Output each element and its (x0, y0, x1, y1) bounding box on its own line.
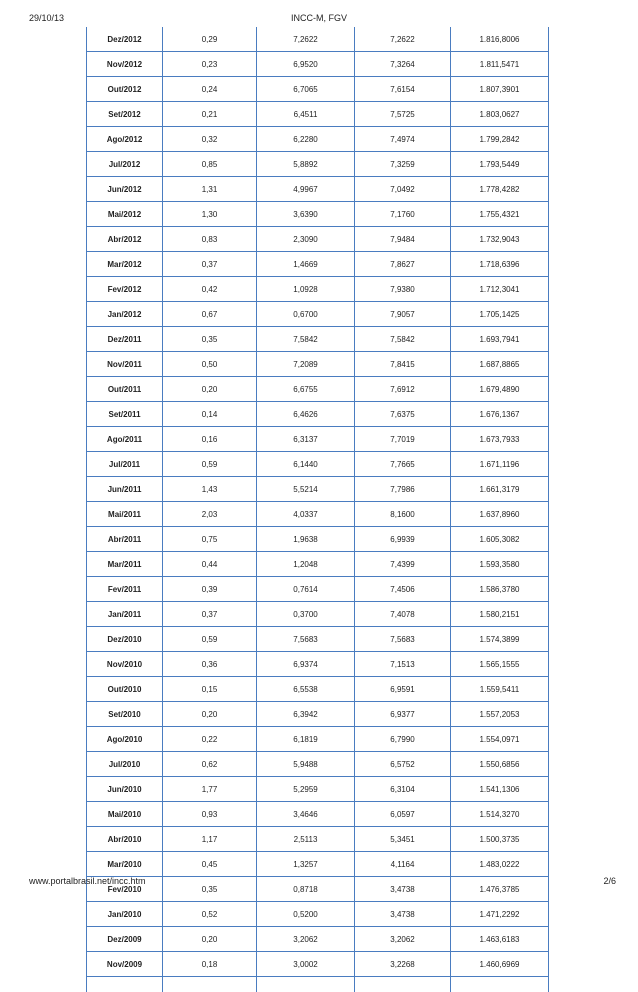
index-number-cell: 1.554,0971 (451, 727, 549, 752)
index-number-cell: 1.693,7941 (451, 327, 549, 352)
monthly-change-cell: 0,59 (163, 627, 257, 652)
year-to-date-cell: 5,8892 (257, 152, 355, 177)
month-cell: Dez/2011 (87, 327, 163, 352)
table-row (87, 927, 549, 952)
table-row (87, 552, 549, 577)
twelve-month-cell: 3,4738 (355, 902, 451, 927)
month-cell: Mai/2010 (87, 802, 163, 827)
twelve-month-cell: 5,3451 (355, 827, 451, 852)
year-to-date-cell: 6,7065 (257, 77, 355, 102)
month-cell: Fev/2011 (87, 577, 163, 602)
month-cell: Mar/2011 (87, 552, 163, 577)
twelve-month-cell: 6,7990 (355, 727, 451, 752)
twelve-month-cell: 6,9377 (355, 702, 451, 727)
month-cell: Jul/2011 (87, 452, 163, 477)
year-to-date-cell: 0,3700 (257, 602, 355, 627)
table-row (87, 452, 549, 477)
monthly-change-cell: 0,42 (163, 277, 257, 302)
index-number-cell: 1.807,3901 (451, 77, 549, 102)
index-number-cell: 1.811,5471 (451, 52, 549, 77)
table-row (87, 52, 549, 77)
twelve-month-cell: 6,9591 (355, 677, 451, 702)
index-number-cell: 1.803,0627 (451, 102, 549, 127)
twelve-month-cell: 3,2062 (355, 927, 451, 952)
month-cell: Nov/2011 (87, 352, 163, 377)
year-to-date-cell: 1,9638 (257, 527, 355, 552)
year-to-date-cell: 6,4626 (257, 402, 355, 427)
month-cell: Nov/2009 (87, 952, 163, 977)
index-number-cell: 1.673,7933 (451, 427, 549, 452)
twelve-month-cell: 7,4506 (355, 577, 451, 602)
year-to-date-cell: 4,0337 (257, 502, 355, 527)
table-row (87, 402, 549, 427)
table-row (87, 127, 549, 152)
index-number-cell: 1.637,8960 (451, 502, 549, 527)
twelve-month-cell: 7,4078 (355, 602, 451, 627)
month-cell: Jan/2012 (87, 302, 163, 327)
year-to-date-cell: 4,9967 (257, 177, 355, 202)
monthly-change-cell: 0,39 (163, 577, 257, 602)
page-title: INCC-M, FGV (0, 13, 638, 23)
year-to-date-cell: 1,2048 (257, 552, 355, 577)
year-to-date-cell: 6,4511 (257, 102, 355, 127)
monthly-change-cell: 0,45 (163, 852, 257, 877)
month-cell: Mai/2011 (87, 502, 163, 527)
year-to-date-cell: 7,2089 (257, 352, 355, 377)
table-row (87, 727, 549, 752)
month-cell: Dez/2010 (87, 627, 163, 652)
twelve-month-cell: 6,9939 (355, 527, 451, 552)
index-number-cell: 1.755,4321 (451, 202, 549, 227)
table-row (87, 177, 549, 202)
monthly-change-cell: 1,31 (163, 177, 257, 202)
index-number-cell: 1.679,4890 (451, 377, 549, 402)
year-to-date-cell: 3,0002 (257, 952, 355, 977)
month-cell: Set/2011 (87, 402, 163, 427)
monthly-change-cell: 0,67 (163, 302, 257, 327)
monthly-change-cell: 1,43 (163, 477, 257, 502)
month-cell: Out/2012 (87, 77, 163, 102)
table-row (87, 352, 549, 377)
month-cell: Jan/2011 (87, 602, 163, 627)
year-to-date-cell: 2,3090 (257, 227, 355, 252)
monthly-change-cell: 0,32 (163, 127, 257, 152)
index-number-cell: 1.476,3785 (451, 877, 549, 902)
index-number-cell: 1.460,6969 (451, 952, 549, 977)
monthly-change-cell: 0,44 (163, 552, 257, 577)
incc-table-body (87, 27, 549, 992)
table-row (87, 952, 549, 977)
table-row (87, 102, 549, 127)
month-cell: Set/2010 (87, 702, 163, 727)
twelve-month-cell: 7,3259 (355, 152, 451, 177)
index-number-cell: 1.712,3041 (451, 277, 549, 302)
month-cell: Ago/2012 (87, 127, 163, 152)
index-number-cell: 1.778,4282 (451, 177, 549, 202)
month-cell: Nov/2010 (87, 652, 163, 677)
twelve-month-cell: 7,1760 (355, 202, 451, 227)
twelve-month-cell: 4,1164 (355, 852, 451, 877)
twelve-month-cell: 6,0597 (355, 802, 451, 827)
month-cell: Mar/2012 (87, 252, 163, 277)
monthly-change-cell: 0,35 (163, 327, 257, 352)
year-to-date-cell: 0,5200 (257, 902, 355, 927)
year-to-date-cell: 7,5683 (257, 627, 355, 652)
twelve-month-cell: 7,6375 (355, 402, 451, 427)
twelve-month-cell: 6,3104 (355, 777, 451, 802)
twelve-month-cell: 7,9484 (355, 227, 451, 252)
twelve-month-cell: 7,0492 (355, 177, 451, 202)
table-row (87, 77, 549, 102)
empty-cell (355, 977, 451, 992)
monthly-change-cell: 0,37 (163, 602, 257, 627)
table-row (87, 152, 549, 177)
table-row (87, 677, 549, 702)
table-row (87, 302, 549, 327)
table-row (87, 202, 549, 227)
print-date: 29/10/13 (29, 13, 64, 23)
index-number-cell: 1.574,3899 (451, 627, 549, 652)
table-row (87, 777, 549, 802)
index-number-cell: 1.705,1425 (451, 302, 549, 327)
year-to-date-cell: 6,6755 (257, 377, 355, 402)
twelve-month-cell: 7,7665 (355, 452, 451, 477)
index-number-cell: 1.661,3179 (451, 477, 549, 502)
year-to-date-cell: 5,5214 (257, 477, 355, 502)
year-to-date-cell: 0,7614 (257, 577, 355, 602)
twelve-month-cell: 7,6154 (355, 77, 451, 102)
empty-cell (451, 977, 549, 992)
monthly-change-cell: 0,20 (163, 377, 257, 402)
table-row (87, 577, 549, 602)
twelve-month-cell: 7,9380 (355, 277, 451, 302)
twelve-month-cell: 7,5725 (355, 102, 451, 127)
table-row (87, 327, 549, 352)
table-row (87, 427, 549, 452)
year-to-date-cell: 3,6390 (257, 202, 355, 227)
monthly-change-cell: 0,85 (163, 152, 257, 177)
index-number-cell: 1.718,6396 (451, 252, 549, 277)
month-cell: Abr/2011 (87, 527, 163, 552)
empty-cell (87, 977, 163, 992)
index-number-cell: 1.463,6183 (451, 927, 549, 952)
monthly-change-cell: 0,16 (163, 427, 257, 452)
table-row (87, 752, 549, 777)
twelve-month-cell: 7,7986 (355, 477, 451, 502)
monthly-change-cell: 0,37 (163, 252, 257, 277)
month-cell: Set/2012 (87, 102, 163, 127)
table-row (87, 827, 549, 852)
year-to-date-cell: 0,8718 (257, 877, 355, 902)
index-number-cell: 1.500,3735 (451, 827, 549, 852)
month-cell: Dez/2012 (87, 27, 163, 52)
year-to-date-cell: 6,1440 (257, 452, 355, 477)
table-row (87, 852, 549, 877)
index-number-cell: 1.605,3082 (451, 527, 549, 552)
table-row (87, 702, 549, 727)
monthly-change-cell: 0,75 (163, 527, 257, 552)
index-number-cell: 1.514,3270 (451, 802, 549, 827)
twelve-month-cell: 6,5752 (355, 752, 451, 777)
index-number-cell: 1.799,2842 (451, 127, 549, 152)
month-cell: Abr/2012 (87, 227, 163, 252)
twelve-month-cell: 7,3264 (355, 52, 451, 77)
month-cell: Fev/2010 (87, 877, 163, 902)
twelve-month-cell: 7,1513 (355, 652, 451, 677)
empty-cell (257, 977, 355, 992)
monthly-change-cell: 0,23 (163, 52, 257, 77)
index-number-cell: 1.483,0222 (451, 852, 549, 877)
twelve-month-cell: 7,8627 (355, 252, 451, 277)
month-cell: Ago/2011 (87, 427, 163, 452)
month-cell: Nov/2012 (87, 52, 163, 77)
page-number: 2/6 (603, 876, 616, 886)
twelve-month-cell: 7,9057 (355, 302, 451, 327)
twelve-month-cell: 7,4974 (355, 127, 451, 152)
monthly-change-cell: 0,36 (163, 652, 257, 677)
month-cell: Mai/2012 (87, 202, 163, 227)
year-to-date-cell: 2,5113 (257, 827, 355, 852)
index-number-cell: 1.676,1367 (451, 402, 549, 427)
monthly-change-cell: 0,93 (163, 802, 257, 827)
year-to-date-cell: 6,9520 (257, 52, 355, 77)
monthly-change-cell: 1,17 (163, 827, 257, 852)
index-number-cell: 1.559,5411 (451, 677, 549, 702)
year-to-date-cell: 6,2280 (257, 127, 355, 152)
index-number-cell: 1.471,2292 (451, 902, 549, 927)
table-row (87, 527, 549, 552)
year-to-date-cell: 3,4646 (257, 802, 355, 827)
month-cell: Out/2011 (87, 377, 163, 402)
monthly-change-cell: 0,29 (163, 27, 257, 52)
year-to-date-cell: 6,3137 (257, 427, 355, 452)
monthly-change-cell: 0,62 (163, 752, 257, 777)
year-to-date-cell: 7,5842 (257, 327, 355, 352)
twelve-month-cell: 3,2268 (355, 952, 451, 977)
year-to-date-cell: 5,2959 (257, 777, 355, 802)
table-row (87, 877, 549, 902)
empty-cell (163, 977, 257, 992)
table-row (87, 502, 549, 527)
monthly-change-cell: 0,50 (163, 352, 257, 377)
year-to-date-cell: 6,9374 (257, 652, 355, 677)
monthly-change-cell: 0,22 (163, 727, 257, 752)
index-number-cell: 1.565,1555 (451, 652, 549, 677)
month-cell: Abr/2010 (87, 827, 163, 852)
index-number-cell: 1.541,1306 (451, 777, 549, 802)
twelve-month-cell: 7,6912 (355, 377, 451, 402)
monthly-change-cell: 0,24 (163, 77, 257, 102)
index-number-cell: 1.593,3580 (451, 552, 549, 577)
year-to-date-cell: 6,3942 (257, 702, 355, 727)
month-cell: Mar/2010 (87, 852, 163, 877)
monthly-change-cell: 0,35 (163, 877, 257, 902)
twelve-month-cell: 7,5842 (355, 327, 451, 352)
index-number-cell: 1.586,3780 (451, 577, 549, 602)
month-cell: Jun/2010 (87, 777, 163, 802)
monthly-change-cell: 0,52 (163, 902, 257, 927)
monthly-change-cell: 0,14 (163, 402, 257, 427)
monthly-change-cell: 0,21 (163, 102, 257, 127)
twelve-month-cell: 3,4738 (355, 877, 451, 902)
index-number-cell: 1.816,8006 (451, 27, 549, 52)
table-row (87, 802, 549, 827)
twelve-month-cell: 7,2622 (355, 27, 451, 52)
table-row (87, 277, 549, 302)
monthly-change-cell: 1,30 (163, 202, 257, 227)
table-row (87, 602, 549, 627)
month-cell: Jun/2011 (87, 477, 163, 502)
incc-table (86, 27, 549, 992)
month-cell: Out/2010 (87, 677, 163, 702)
index-number-cell: 1.580,2151 (451, 602, 549, 627)
month-cell: Jul/2010 (87, 752, 163, 777)
monthly-change-cell: 2,03 (163, 502, 257, 527)
twelve-month-cell: 7,8415 (355, 352, 451, 377)
monthly-change-cell: 1,77 (163, 777, 257, 802)
year-to-date-cell: 3,2062 (257, 927, 355, 952)
twelve-month-cell: 7,5683 (355, 627, 451, 652)
source-url: www.portalbrasil.net/incc.htm (29, 876, 146, 886)
index-number-cell: 1.793,5449 (451, 152, 549, 177)
monthly-change-cell: 0,83 (163, 227, 257, 252)
year-to-date-cell: 1,3257 (257, 852, 355, 877)
year-to-date-cell: 6,1819 (257, 727, 355, 752)
monthly-change-cell: 0,20 (163, 927, 257, 952)
twelve-month-cell: 7,7019 (355, 427, 451, 452)
monthly-change-cell: 0,18 (163, 952, 257, 977)
table-row (87, 227, 549, 252)
monthly-change-cell: 0,15 (163, 677, 257, 702)
twelve-month-cell: 8,1600 (355, 502, 451, 527)
index-number-cell: 1.550,6856 (451, 752, 549, 777)
monthly-change-cell: 0,59 (163, 452, 257, 477)
month-cell: Jan/2010 (87, 902, 163, 927)
table-row (87, 27, 549, 52)
index-number-cell: 1.557,2053 (451, 702, 549, 727)
month-cell: Jun/2012 (87, 177, 163, 202)
year-to-date-cell: 1,0928 (257, 277, 355, 302)
month-cell: Jul/2012 (87, 152, 163, 177)
table-row (87, 477, 549, 502)
month-cell: Ago/2010 (87, 727, 163, 752)
table-row (87, 377, 549, 402)
index-number-cell: 1.671,1196 (451, 452, 549, 477)
table-row (87, 252, 549, 277)
year-to-date-cell: 6,5538 (257, 677, 355, 702)
monthly-change-cell: 0,20 (163, 702, 257, 727)
year-to-date-cell: 7,2622 (257, 27, 355, 52)
index-number-cell: 1.687,8865 (451, 352, 549, 377)
table-row (87, 627, 549, 652)
table-row (87, 902, 549, 927)
table-row-continuation (87, 977, 549, 992)
index-number-cell: 1.732,9043 (451, 227, 549, 252)
table-row (87, 652, 549, 677)
month-cell: Dez/2009 (87, 927, 163, 952)
year-to-date-cell: 0,6700 (257, 302, 355, 327)
twelve-month-cell: 7,4399 (355, 552, 451, 577)
year-to-date-cell: 5,9488 (257, 752, 355, 777)
month-cell: Fev/2012 (87, 277, 163, 302)
year-to-date-cell: 1,4669 (257, 252, 355, 277)
